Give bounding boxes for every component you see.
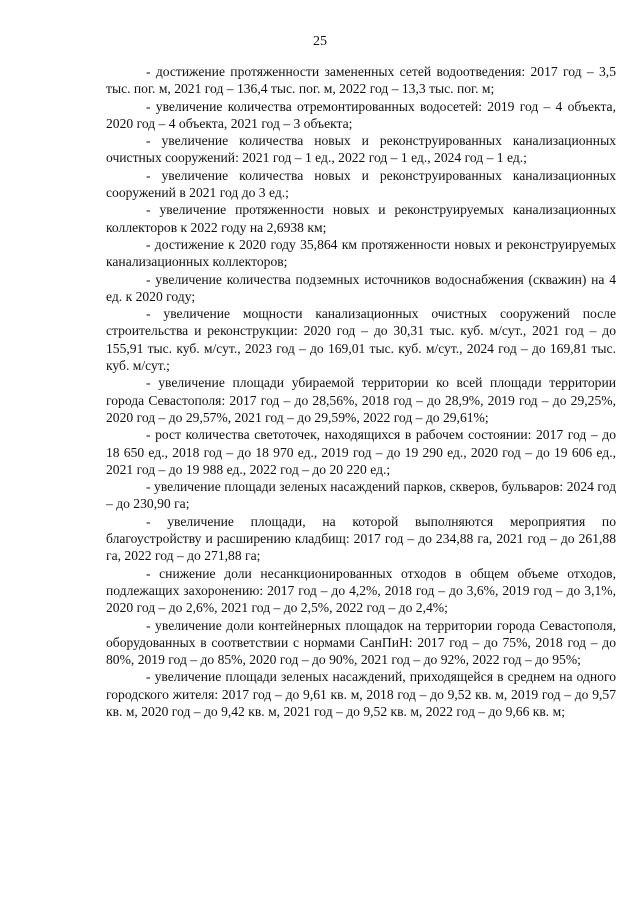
list-item: - увеличение количества новых и реконструированных канализационных сооружений в 2021 год до 3 ед.; — [106, 167, 616, 201]
list-item: - достижение протяженности замененных сетей водоотведения: 2017 год – 3,5 тыс. пог. м, 2021 год – 136,4 тыс. пог. м, 2022 год – 13,3 тыс. пог. м; — [106, 64, 616, 97]
list-item: - рост количества светоточек, находящихся в рабочем состоянии: 2017 год – до 18 650 ед., 2018 год – до 18 970 ед., 2019 год – до 19 290 ед., 2020 год – до 19 606 ед., 2021 год – до 19 988 ед., 2022 год – до 20 220 ед.; — [106, 427, 616, 477]
list-item: - увеличение площади убираемой территории ко всей площади территории города Севастополя: 2017 год – до 28,56%, 2018 год – до 28,9%, 2019 год – до 29,25%, 2020 год – до 29,57%, 2021 год – до 29,59%, 2022 год – до 29,61%; — [106, 375, 616, 425]
list-item: - увеличение площади зеленых насаждений, приходящейся в среднем на одного городского жителя: 2017 год – до 9,61 кв. м, 2018 год – до 9,52 кв. м, 2019 год – до 9,57 кв. м, 2020 год – до 9,42 кв. м, 2021 год – до 9,52 кв. м, 2022 год – до 9,66 кв. м; — [106, 669, 616, 719]
page-number: 25 — [313, 34, 327, 49]
list-item: - увеличение количества новых и реконструированных канализационных очистных сооружений: 2021 год – 1 ед., 2022 год – 1 ед., 2024 год – 1 ед.; — [106, 133, 616, 166]
list-item: - снижение доли несанкционированных отходов в общем объеме отходов, подлежащих захоронению: 2017 год – до 4,2%, 2018 год – до 3,6%, 2019 год – до 3,1%, 2020 год – до 2,6%, 2021 год – до 2,5%, 2022 год – до 2,4%; — [106, 565, 616, 616]
list-item: - увеличение количества отремонтированных водосетей: 2019 год – 4 объекта, 2020 год – 4 объекта, 2021 год – 3 объекта; — [106, 98, 616, 131]
list-item: - увеличение доли контейнерных площадок на территории города Севастополя, оборудованных в соответствии с нормами СанПиН: 2017 год – до 75%, 2018 год – до 80%, 2019 год – до 85%, 2020 год – до 90%, 2021 год – до 92%, 2022 год – до 95%; — [106, 617, 616, 668]
list-item: - увеличение мощности канализационных очистных сооружений после строительства и реконструкции: 2020 год – до 30,31 тыс. куб. м/сут., 2021 год – до 155,91 тыс. куб. м/сут., 2023 год – до 169,01 тыс. куб. м/сут., 2024 год – до 169,81 тыс. куб. м/сут.; — [106, 306, 616, 374]
list-item: - увеличение протяженности новых и реконструируемых канализационных коллекторов к 2022 году на 2,6938 км; — [106, 202, 616, 235]
list-item: - увеличение количества подземных источников водоснабжения (скважин) на 4 ед. к 2020 году; — [106, 271, 616, 304]
list-item: - достижение к 2020 году 35,864 км протяженности новых и реконструируемых канализационных коллекторов; — [106, 236, 616, 270]
indicator-list — [106, 63, 616, 720]
list-item: - увеличение площади, на которой выполняются мероприятия по благоустройству и расширению кладбищ: 2017 год – до 234,88 га, 2021 год – до 261,88 га, 2022 год – до 271,88 га; — [106, 513, 616, 564]
list-item: - увеличение площади зеленых насаждений парков, скверов, бульваров: 2024 год – до 230,90 га; — [106, 479, 616, 512]
